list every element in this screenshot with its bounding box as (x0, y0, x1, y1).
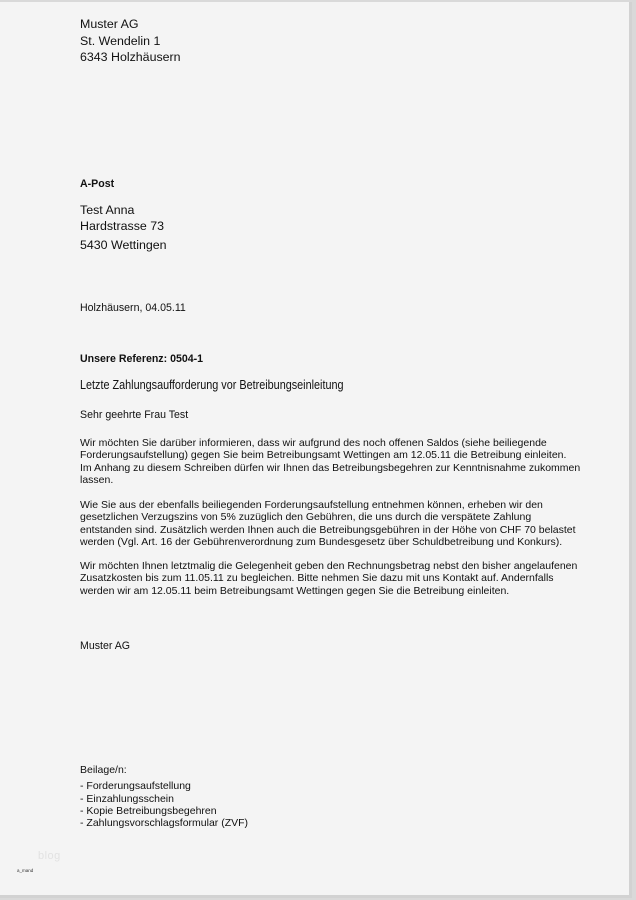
sender-name: Muster AG (80, 17, 139, 31)
reference: Unsere Referenz: 0504-1 (80, 353, 204, 365)
paragraph-line: gesetzlichen Verzugszins von 5% zuzüglich den Gebühren, die uns durch die verspätete Zahlung (80, 511, 532, 524)
enclosures (80, 764, 600, 829)
paragraph-3 (80, 560, 600, 597)
enclosure-item: - Einzahlungsschein (80, 792, 174, 805)
paragraph-line: entstanden sind. Zusätzlich werden Ihnen auch die Betreibungsgebühren in der Höhe von CHF 70 belastet (80, 523, 576, 536)
footer-mark: a_mand (17, 868, 34, 873)
paragraph-line: lassen. (80, 473, 114, 486)
recipient-name: Test Anna (80, 203, 135, 217)
paragraph-line: werden (Vgl. Art. 16 der Gebührenverordnung zum Bundesgesetz über Schuldbetreibung und Konkurs). (80, 535, 563, 548)
paragraph-line: Im Anhang zu diesem Schreiben dürfen wir Ihnen das Betreibungsbegehren zur Kenntnisnahme zukommen (80, 461, 581, 474)
recipient-city: 5430 Wettingen (80, 238, 167, 252)
subject-line (80, 378, 386, 392)
paragraph-line: Wie Sie aus der ebenfalls beiliegenden Forderungsaufstellung entnehmen können, erheben wir den (80, 499, 543, 511)
paragraph-line: Zusatzkosten bis zum 11.05.11 zu begleichen. Bitte nehmen Sie dazu mit uns Kontakt auf. Andernfalls (80, 572, 554, 585)
paragraph-2 (80, 499, 600, 548)
paragraph-line: Forderungsaufstellung) gegen Sie beim Betreibungsamt Wettingen am 12.05.11 die Betreibung einleiten. (80, 449, 567, 462)
paragraph-1 (80, 437, 600, 486)
enclosure-item: - Zahlungsvorschlagsformular (ZVF) (80, 817, 249, 830)
subject-text: Letzte Zahlungsaufforderung vor Betreibungseinleitung (80, 378, 344, 392)
place-date: Holzhäusern, 04.05.11 (80, 302, 186, 314)
salutation: Sehr geehrte Frau Test (80, 409, 189, 421)
watermark: blog (38, 850, 61, 862)
recipient-street: Hardstrasse 73 (80, 219, 165, 233)
sender-street: St. Wendelin 1 (80, 34, 161, 48)
enclosure-item: - Forderungsaufstellung (80, 780, 191, 793)
enclosure-item: - Kopie Betreibungsbegehren (80, 804, 217, 817)
paragraph-line: Wir möchten Ihnen letztmalig die Gelegenheit geben den Rechnungsbetrag nebst den bisher angelaufenen (80, 560, 578, 572)
paragraph-line: Wir möchten Sie darüber informieren, dass wir aufgrund des noch offenen Saldos (siehe beiliegende (80, 437, 547, 449)
enclosures-label: Beilage/n: (80, 764, 127, 776)
letter-page (0, 2, 632, 898)
sender-city: 6343 Holzhäusern (80, 50, 181, 64)
paragraph-line: werden wir am 12.05.11 beim Betreibungsamt Wettingen gegen Sie die Betreibung einleiten. (80, 584, 510, 597)
shipping-method: A-Post (80, 178, 115, 190)
signature: Muster AG (80, 640, 131, 652)
